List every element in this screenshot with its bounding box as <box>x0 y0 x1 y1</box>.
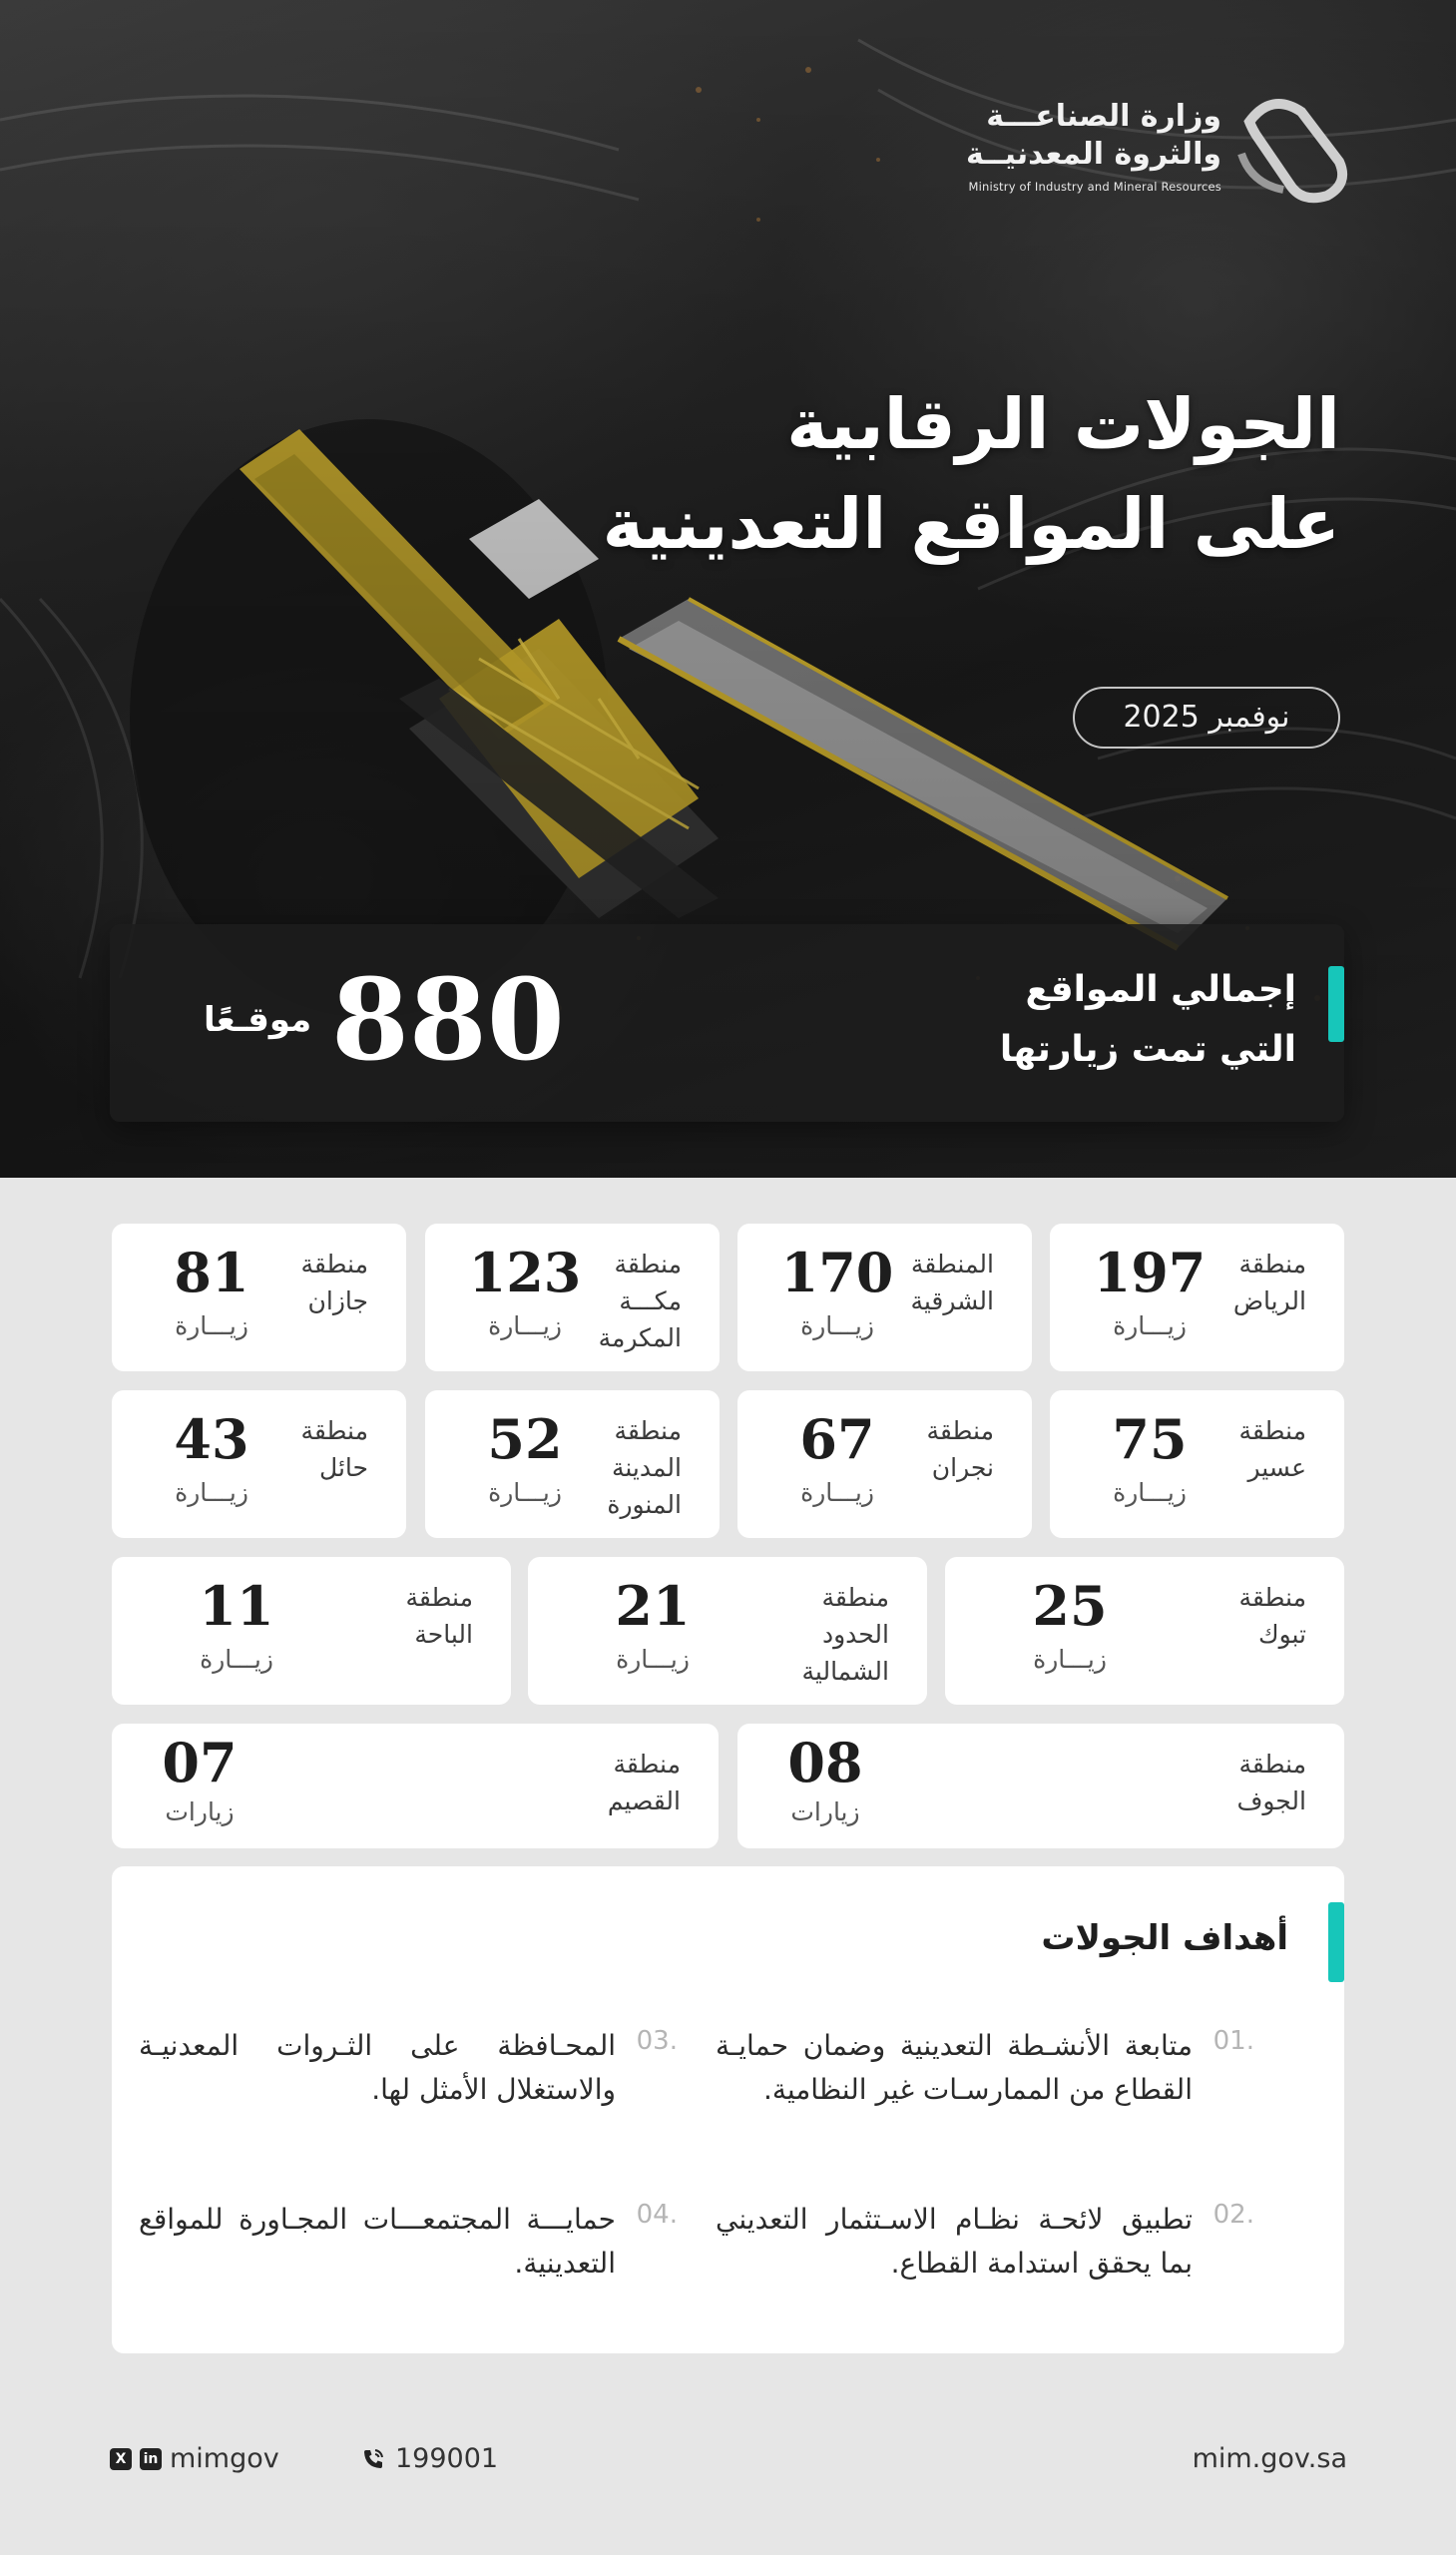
ministry-logo[interactable] <box>932 88 1351 208</box>
region-name: منطقة جازان <box>300 1250 368 1315</box>
goal-number: 02. <box>1213 2200 1254 2230</box>
visits-unit: زيـــارة <box>1113 1311 1187 1340</box>
total-label <box>877 960 1296 1080</box>
region-name: منطقة الرياض <box>1232 1250 1306 1315</box>
region-name: منطقة تبوك <box>1238 1583 1306 1649</box>
visits-unit: زيـــارة <box>616 1645 690 1674</box>
region-visits: 11 <box>199 1574 274 1638</box>
visits-unit: زيارات <box>790 1797 860 1826</box>
goal-text: حمايـــة المجتمعـــات المجـاورة للمواقع التعدينية. <box>139 2203 616 2280</box>
page-title <box>442 374 1340 574</box>
region-name: منطقة عسير <box>1238 1416 1306 1482</box>
region-card <box>425 1390 720 1538</box>
region-card <box>112 1390 406 1538</box>
ministry-name-ar-line2: والثروة المعدنيــة <box>965 137 1221 172</box>
ministry-emblem-icon <box>1231 92 1351 204</box>
hero-banner <box>0 0 1456 1178</box>
visits-unit: زيـــارة <box>800 1478 874 1507</box>
phone-contact[interactable] <box>361 2443 498 2474</box>
goal-text: تطبيق لائحـة نظـام الاسـتثمار التعديني بما يحقق استدامة القطاع. <box>716 2203 1193 2280</box>
ministry-name <box>942 98 1221 194</box>
phone-icon <box>361 2447 385 2471</box>
website-link[interactable]: mim.gov.sa <box>1192 2443 1347 2474</box>
region-card <box>112 1557 511 1705</box>
accent-bar <box>1328 966 1344 1042</box>
goal-item <box>139 2024 678 2112</box>
footer <box>110 2435 1347 2485</box>
region-visits: 75 <box>1112 1407 1188 1471</box>
linkedin-icon[interactable]: in <box>140 2448 162 2470</box>
region-visits: 67 <box>799 1407 875 1471</box>
ministry-name-en: Ministry of Industry and Mineral Resources <box>968 180 1221 194</box>
goal-text: المحـافظة على الثـروات المعدنيـة والاستغلال الأمثل لها. <box>139 2029 616 2106</box>
region-visits: 43 <box>174 1407 249 1471</box>
region-card <box>112 1224 406 1371</box>
ministry-name-ar-line1: وزارة الصناعـــة <box>986 99 1221 134</box>
total-label-line2: التي تمت زيارتها <box>999 1029 1296 1070</box>
visits-unit: زيـــارة <box>175 1311 248 1340</box>
visits-unit: زيارات <box>165 1797 235 1826</box>
region-name: منطقة نجران <box>926 1416 994 1482</box>
total-unit: موقـعًا <box>204 1000 312 1040</box>
total-label-line1: إجمالي المواقع <box>1025 969 1296 1010</box>
region-visits: 07 <box>162 1731 238 1794</box>
visits-unit: زيـــارة <box>200 1645 273 1674</box>
goal-number: 04. <box>636 2200 678 2230</box>
visits-unit: زيـــارة <box>488 1478 562 1507</box>
x-logo-icon[interactable]: X <box>110 2448 132 2470</box>
goal-number: 03. <box>636 2026 678 2056</box>
region-card <box>1050 1224 1344 1371</box>
visits-unit: زيـــارة <box>1033 1645 1107 1674</box>
social-links <box>110 2443 279 2474</box>
social-handle[interactable]: mimgov <box>170 2443 279 2474</box>
total-sites-card <box>110 924 1344 1122</box>
title-line-2: على المواقع التعدينية <box>602 483 1340 565</box>
region-visits: 52 <box>487 1407 563 1471</box>
region-card <box>737 1224 1032 1371</box>
goal-item <box>716 2198 1254 2286</box>
region-card <box>737 1724 1344 1848</box>
region-visits: 21 <box>615 1574 691 1638</box>
title-line-1: الجولات الرقابية <box>786 383 1340 465</box>
region-name: منطقة مكـــة المكرمة <box>598 1250 682 1352</box>
region-name: المنطقة الشرقية <box>910 1250 994 1315</box>
phone-number: 199001 <box>395 2443 499 2474</box>
region-visits: 123 <box>468 1241 582 1304</box>
region-name: منطقة الباحة <box>405 1583 473 1649</box>
date-badge: نوفمبر 2025 <box>1073 687 1340 749</box>
region-name: منطقة المدينة المنورة <box>607 1416 682 1519</box>
region-card <box>945 1557 1344 1705</box>
goal-item <box>716 2024 1254 2112</box>
visits-unit: زيـــارة <box>800 1311 874 1340</box>
region-card <box>112 1724 719 1848</box>
region-visits: 170 <box>780 1241 894 1304</box>
region-visits: 25 <box>1032 1574 1108 1638</box>
visits-unit: زيـــارة <box>488 1311 562 1340</box>
goals-panel <box>112 1866 1344 2353</box>
goal-number: 01. <box>1213 2026 1254 2056</box>
region-visits: 08 <box>787 1731 863 1794</box>
region-name: منطقة القصيم <box>607 1750 681 1815</box>
goals-title: أهداف الجولات <box>1041 1918 1288 1958</box>
goal-item <box>139 2198 678 2286</box>
region-card <box>737 1390 1032 1538</box>
region-name: منطقة الحدود الشمالية <box>801 1583 889 1686</box>
region-card <box>425 1224 720 1371</box>
region-card <box>528 1557 927 1705</box>
region-visits: 81 <box>174 1241 249 1304</box>
region-card <box>1050 1390 1344 1538</box>
region-name: منطقة حائل <box>300 1416 368 1482</box>
visits-unit: زيـــارة <box>175 1478 248 1507</box>
region-visits: 197 <box>1093 1241 1207 1304</box>
total-value: 880 <box>331 955 565 1086</box>
visits-unit: زيـــارة <box>1113 1478 1187 1507</box>
goal-text: متابعة الأنشـطة التعدينية وضمان حمايـة القطاع من الممارسـات غير النظامية. <box>716 2029 1193 2106</box>
accent-bar <box>1328 1902 1344 1982</box>
region-name: منطقة الجوف <box>1236 1750 1306 1815</box>
